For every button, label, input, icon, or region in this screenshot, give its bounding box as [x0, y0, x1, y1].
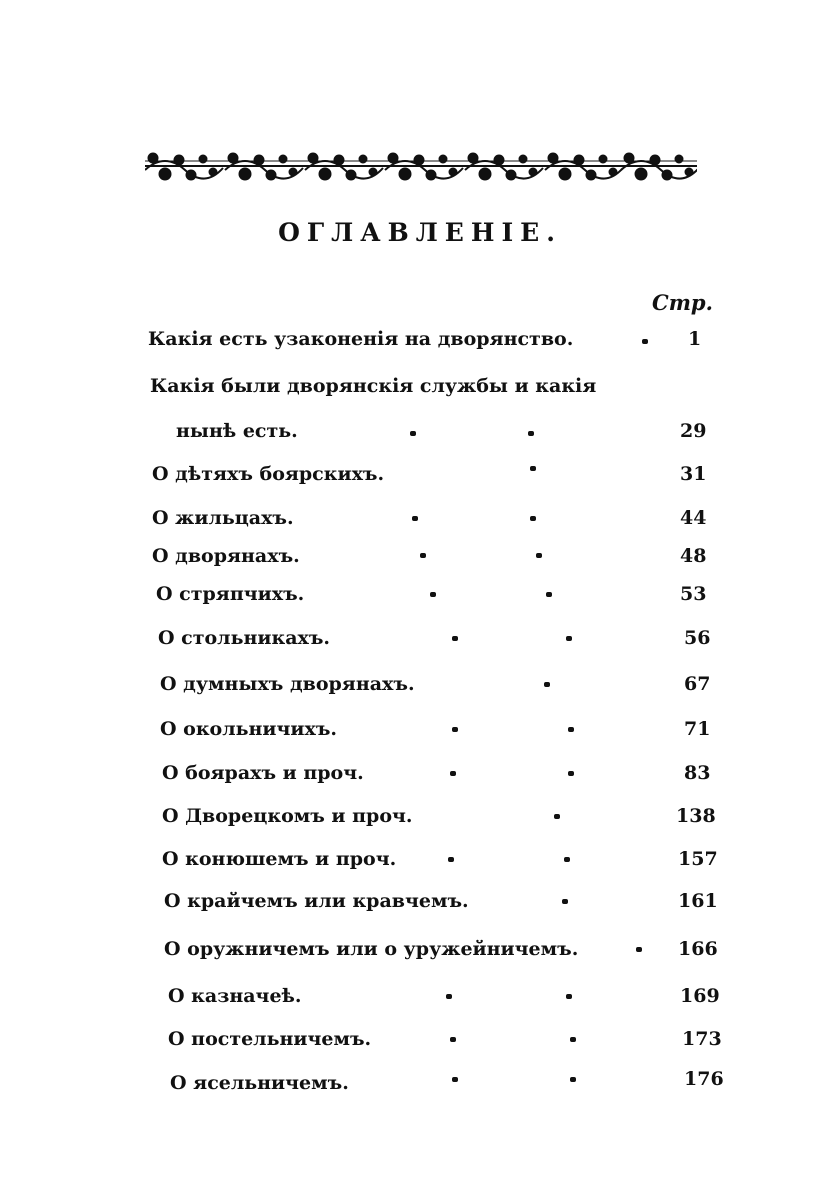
leader-dot [528, 431, 534, 436]
leader-dot [636, 947, 642, 952]
toc-entry-page: 176 [684, 1068, 724, 1090]
floral-ornament-icon [145, 148, 697, 184]
toc-entry-text: О крайчемъ или кравчемъ. [164, 890, 469, 912]
toc-entry-text: Какія есть узаконенія на дворянство. [148, 328, 574, 350]
leader-dot [562, 899, 568, 904]
leader-dot [566, 994, 572, 999]
leader-dot [570, 1077, 576, 1082]
leader-dot [564, 857, 570, 862]
leader-dot [420, 553, 426, 558]
leader-dot [452, 1077, 458, 1082]
leader-dot [452, 636, 458, 641]
leader-dot [536, 553, 542, 558]
leader-dot [530, 466, 536, 471]
leader-dot [448, 857, 454, 862]
leader-dot [446, 994, 452, 999]
leader-dot [570, 1037, 576, 1042]
toc-entry-page: 44 [680, 507, 707, 529]
leader-dot [568, 727, 574, 732]
toc-entry-text: О жильцахъ. [152, 507, 294, 529]
leader-dot [450, 771, 456, 776]
page-column-header: Стр. [652, 290, 713, 315]
toc-entry-text: О конюшемъ и проч. [162, 848, 397, 870]
toc-entry-page: 173 [682, 1028, 722, 1050]
leader-dot [430, 592, 436, 597]
toc-entry-page: 1 [688, 328, 702, 350]
toc-entry-page: 31 [680, 463, 707, 485]
toc-entry-text: О Дворецкомъ и проч. [162, 805, 413, 827]
leader-dot [554, 814, 560, 819]
leader-dot [530, 516, 536, 521]
toc-entry-text: О боярахъ и проч. [162, 762, 364, 784]
toc-entry-page: 29 [680, 420, 707, 442]
toc-entry-text: О окольничихъ. [160, 718, 338, 740]
toc-entry-text: Какія были дворянскія службы и какія [150, 375, 597, 397]
toc-entry-page: 83 [684, 762, 711, 784]
toc-entry-text: О стольникахъ. [158, 627, 331, 649]
leader-dot [546, 592, 552, 597]
toc-entry-page: 67 [684, 673, 711, 695]
toc-entry-text: О стряпчихъ. [156, 583, 305, 605]
toc-entry-text: О дѣтяхъ боярскихъ. [152, 463, 385, 485]
toc-entry-page: 71 [684, 718, 711, 740]
toc-entry-text: О постельничемъ. [168, 1028, 372, 1050]
toc-entry-text: О ясельничемъ. [170, 1072, 349, 1094]
toc-entry-page: 161 [678, 890, 718, 912]
leader-dot [412, 516, 418, 521]
leader-dot [566, 636, 572, 641]
toc-entry-page: 169 [680, 985, 720, 1007]
toc-entry-page: 138 [676, 805, 716, 827]
toc-entry-text: О дворянахъ. [152, 545, 300, 567]
toc-entry-page: 157 [678, 848, 718, 870]
toc-entry-text: О думныхъ дворянахъ. [160, 673, 415, 695]
toc-entry-page: 166 [678, 938, 718, 960]
leader-dot [452, 727, 458, 732]
toc-entry-text: нынѣ есть. [176, 420, 298, 442]
toc-entry-text: О казначеѣ. [168, 985, 302, 1007]
toc-entry-page: 53 [680, 583, 707, 605]
leader-dot [642, 339, 648, 344]
page-title: ОГЛАВЛЕНІЕ. [278, 218, 562, 247]
leader-dot [568, 771, 574, 776]
leader-dot [410, 431, 416, 436]
leader-dot [450, 1037, 456, 1042]
toc-entry-page: 48 [680, 545, 707, 567]
toc-entry-page: 56 [684, 627, 711, 649]
toc-entry-text: О оружничемъ или о уружейничемъ. [164, 938, 579, 960]
leader-dot [544, 682, 550, 687]
